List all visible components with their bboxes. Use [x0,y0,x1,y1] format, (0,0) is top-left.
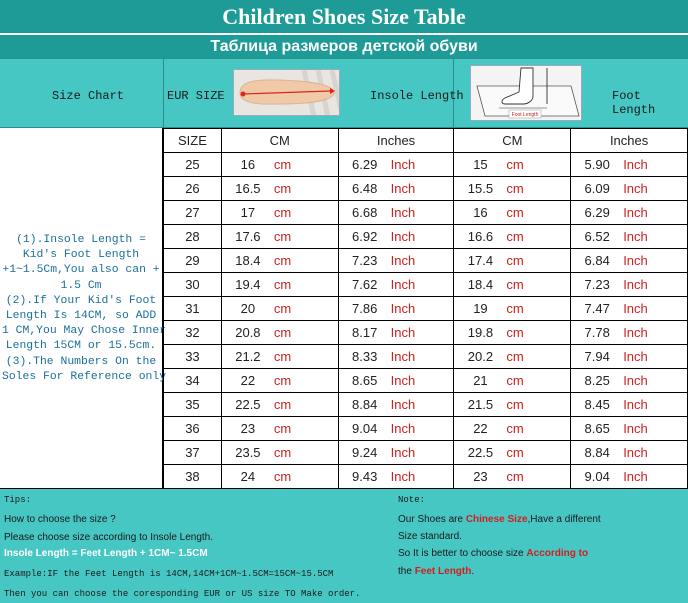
left-note-line: (1).Insole Length = [16,234,146,246]
insole-inch-cell [338,393,454,417]
header-divider [163,58,164,128]
insole-cm-cell [221,321,338,345]
unit-label: Inch [390,253,416,268]
value-text: 7.94 [584,349,610,364]
unit-label: cm [273,325,292,340]
tips-example: Example:IF the Feet Length is 14CM,14CM+1CM~1.5CM=15CM~15.5CM [4,569,334,579]
note-line: Size standard. [398,531,462,542]
value-text: 23.5 [235,445,261,460]
insole-inch-cell [338,345,454,369]
value-text: 6.92 [352,229,378,244]
foot-measure-photo [470,65,582,121]
unit-label: cm [273,373,292,388]
insole-inch-cell [338,465,454,489]
insole-cm-cell [221,345,338,369]
table-row [164,177,688,201]
tips-line: Please choose size according to Insole Length. [4,532,214,543]
value-text: 16.5 [235,181,261,196]
insole-inch-cell [338,297,454,321]
note-heading: Note: [398,495,426,505]
unit-label: Inch [390,445,416,460]
unit-label: Inch [390,301,416,316]
foot-inch-cell [571,441,688,465]
insole-inch-cell [338,321,454,345]
unit-label: Inch [623,397,648,412]
unit-label: Inch [623,373,648,388]
unit-label: Inch [623,325,648,340]
insole-cm-cell [221,465,338,489]
value-text: 6.09 [584,181,610,196]
size-cell: 36 [164,417,222,441]
size-column-header: SIZE [164,129,222,153]
value-text: 7.47 [584,301,610,316]
size-cell: 28 [164,225,222,249]
size-cell: 29 [164,249,222,273]
table-row [164,441,688,465]
size-cell: 32 [164,321,222,345]
foot-cm-cell [454,273,571,297]
foot-measure-illustration [471,66,582,121]
note-text: . [471,566,475,577]
insole-cm-cell [221,177,338,201]
size-cell: 33 [164,345,222,369]
unit-label: cm [506,157,524,172]
size-cell: 38 [164,465,222,489]
insole-inch-cell [338,177,454,201]
unit-label: Inch [390,157,416,172]
footer-divider [0,488,688,489]
insole-cm-cell [221,225,338,249]
unit-label: Inch [623,301,648,316]
insole-cm-cell [221,297,338,321]
foot-cm-cell [454,393,571,417]
unit-label: cm [273,349,292,364]
left-note-text [2,233,167,385]
foot-inch-cell [571,153,688,177]
unit-label: Inch [390,277,416,292]
table-row [164,345,688,369]
table-row [164,249,688,273]
foot-cm-cell [454,441,571,465]
unit-label: cm [506,349,524,364]
insole-inch-cell [338,153,454,177]
insole-length-label: Insole Length [370,89,464,103]
value-text: 6.29 [352,157,378,172]
value-text: 16 [240,157,256,172]
unit-label: Inch [623,181,648,196]
size-chart-label: Size Chart [52,89,125,103]
unit-label: cm [506,373,524,388]
unit-label: cm [506,229,524,244]
foot-inch-cell [571,465,688,489]
table-row [164,393,688,417]
table-row [164,321,688,345]
value-text: 21 [473,373,488,388]
insole-cm-cell [221,273,338,297]
foot-inch-cell [571,201,688,225]
value-text: 6.29 [584,205,610,220]
note-text: So It is better to choose size [398,548,527,559]
value-text: 22.5 [467,445,494,460]
unit-label: Inch [623,469,648,484]
table-row [164,369,688,393]
left-note-line: (2).If Your Kid's Foot [5,294,157,307]
unit-label: cm [506,397,524,412]
foot-cm-cell [454,225,571,249]
value-text: 5.90 [584,157,610,172]
value-text: 16.6 [467,229,494,244]
value-text: 8.25 [584,373,610,388]
insole-inch-cell [338,441,454,465]
unit-label: Inch [390,349,416,364]
table-row [164,201,688,225]
insole-cm-column-header: CM [221,129,338,153]
unit-label: cm [506,421,524,436]
value-text: 22.5 [235,397,261,412]
unit-label: Inch [623,205,648,220]
unit-label: Inch [390,469,416,484]
left-note-line: Length Is 14CM, so ADD [5,310,157,323]
foot-inch-cell [571,345,688,369]
insole-inch-cell [338,249,454,273]
value-text: 20 [240,301,256,316]
value-text: 9.04 [352,421,378,436]
page-subtitle: Таблица размеров детской обуви [0,35,688,58]
tips-last-line: Then you can choose the coresponding EUR or US size TO Make order. [4,589,361,599]
foot-cm-cell [454,249,571,273]
value-text: 8.65 [584,421,610,436]
foot-cm-cell [454,465,571,489]
insole-cm-cell [221,393,338,417]
foot-length-tag: Foot Length [511,112,539,118]
value-text: 22 [473,421,488,436]
insole-cm-cell [221,417,338,441]
footer-panel [0,488,688,603]
size-cell: 25 [164,153,222,177]
foot-inch-cell [571,225,688,249]
unit-label: Inch [390,373,416,388]
value-text: 18.4 [235,253,261,268]
value-text: 20.8 [235,325,261,340]
unit-label: cm [273,181,292,196]
value-text: 9.04 [584,469,610,484]
table-row [164,297,688,321]
value-text: 19.4 [235,277,261,292]
value-text: 6.68 [352,205,378,220]
unit-label: cm [273,397,292,412]
note-highlight: Feet Length [414,566,472,577]
value-text: 6.52 [584,229,610,244]
value-text: 8.45 [584,397,610,412]
foot-inch-cell [571,177,688,201]
unit-label: Inch [623,157,648,172]
unit-label: cm [273,421,292,436]
value-text: 22 [240,373,256,388]
left-note-line: Length 15CM or 15.5cm. [5,340,157,353]
value-text: 7.78 [584,325,610,340]
value-text: 6.84 [584,253,610,268]
value-text: 21.5 [467,397,494,412]
table-row [164,273,688,297]
unit-label: Inch [390,325,416,340]
unit-label: cm [273,277,292,292]
foot-inch-cell [571,273,688,297]
unit-label: Inch [623,349,648,364]
value-text: 7.62 [352,277,378,292]
table-row [164,153,688,177]
value-text: 15.5 [467,181,494,196]
tips-line: How to choose the size ? [4,514,116,525]
unit-label: cm [273,205,292,220]
value-text: 8.33 [352,349,378,364]
insole-inch-cell [338,201,454,225]
insole-photo [233,69,340,116]
size-cell: 35 [164,393,222,417]
unit-label: cm [506,469,524,484]
unit-label: cm [273,253,292,268]
foot-inch-cell [571,321,688,345]
foot-inch-cell [571,297,688,321]
unit-label: cm [273,445,292,460]
unit-label: cm [506,205,524,220]
unit-label: cm [506,253,524,268]
left-note-panel [0,128,167,488]
size-cell: 26 [164,177,222,201]
unit-label: cm [506,277,524,292]
unit-label: Inch [623,421,648,436]
unit-label: Inch [623,445,648,460]
table-row [164,465,688,489]
value-text: 20.2 [467,349,494,364]
size-table [163,128,688,489]
note-highlight: Chinese Size [465,514,528,525]
insole-cm-cell [221,153,338,177]
foot-cm-cell [454,417,571,441]
foot-cm-column-header: CM [454,129,571,153]
size-cell: 27 [164,201,222,225]
foot-cm-cell [454,369,571,393]
insole-inch-cell [338,369,454,393]
unit-label: cm [273,301,292,316]
foot-cm-cell [454,177,571,201]
insole-cm-cell [221,201,338,225]
unit-label: Inch [390,421,416,436]
insole-cm-cell [221,441,338,465]
note-text: the [398,566,415,577]
size-cell: 31 [164,297,222,321]
value-text: 17.4 [467,253,494,268]
value-text: 24 [240,469,256,484]
insole-inch-cell [338,225,454,249]
unit-label: Inch [390,397,416,412]
value-text: 15 [473,157,488,172]
table-row [164,417,688,441]
insole-inches-column-header: Inches [338,129,454,153]
unit-label: cm [506,301,524,316]
foot-cm-cell [454,153,571,177]
foot-cm-cell [454,201,571,225]
note-line [398,548,588,559]
unit-label: cm [506,325,524,340]
tips-formula: Insole Length = Feet Length + 1CM~ 1.5CM [4,548,208,559]
unit-label: Inch [390,205,416,220]
unit-label: cm [273,469,292,484]
value-text: 8.17 [352,325,378,340]
tips-heading: Tips: [4,495,32,505]
note-line [398,514,601,525]
value-text: 7.23 [584,277,610,292]
unit-label: Inch [623,277,648,292]
left-note-line: 1.5 Cm [60,279,102,292]
left-note-line: Kid's Foot Length [22,249,140,262]
left-note-line: (3).The Numbers On the [5,355,157,368]
value-text: 19.8 [467,325,494,340]
value-text: 23 [240,421,256,436]
value-text: 17.6 [235,229,261,244]
unit-label: cm [506,445,524,460]
insole-cm-cell [221,249,338,273]
foot-inch-cell [571,369,688,393]
foot-cm-cell [454,297,571,321]
value-text: 8.65 [352,373,378,388]
table-row [164,225,688,249]
value-text: 9.43 [352,469,378,484]
value-text: 9.24 [352,445,378,460]
left-note-line: 1 CM,You May Chose Inner [2,325,167,338]
left-note-line: +1~1.5Cm,You also can + [2,264,160,277]
note-text: Our Shoes are [398,514,466,525]
foot-cm-cell [454,321,571,345]
note-line [398,566,474,577]
foot-length-label: Foot Length [612,89,656,117]
value-text: 23 [473,469,488,484]
value-text: 16 [473,205,488,220]
size-cell: 37 [164,441,222,465]
page-title: Children Shoes Size Table [0,0,688,33]
value-text: 7.23 [352,253,378,268]
insole-illustration [234,70,340,116]
unit-label: Inch [390,229,416,244]
insole-inch-cell [338,273,454,297]
note-text: ,Have a different [527,514,601,525]
value-text: 8.84 [352,397,378,412]
value-text: 6.48 [352,181,378,196]
insole-inch-cell [338,417,454,441]
foot-inch-cell [571,417,688,441]
insole-cm-cell [221,369,338,393]
foot-inch-cell [571,249,688,273]
value-text: 21.2 [235,349,261,364]
foot-inch-cell [571,393,688,417]
size-cell: 34 [164,369,222,393]
note-highlight: According to [526,548,589,559]
size-cell: 30 [164,273,222,297]
unit-label: Inch [390,181,416,196]
foot-inches-column-header: Inches [571,129,688,153]
left-note-line: Soles For Reference only [2,370,167,383]
value-text: 8.84 [584,445,610,460]
value-text: 18.4 [467,277,494,292]
value-text: 19 [473,301,488,316]
unit-label: cm [273,229,292,244]
column-header-row [164,129,688,153]
eur-size-label: EUR SIZE [167,89,225,103]
value-text: 17 [240,205,256,220]
foot-cm-cell [454,345,571,369]
value-text: 7.86 [352,301,378,316]
unit-label: cm [506,181,524,196]
unit-label: cm [273,157,292,172]
unit-label: Inch [623,229,648,244]
unit-label: Inch [623,253,648,268]
